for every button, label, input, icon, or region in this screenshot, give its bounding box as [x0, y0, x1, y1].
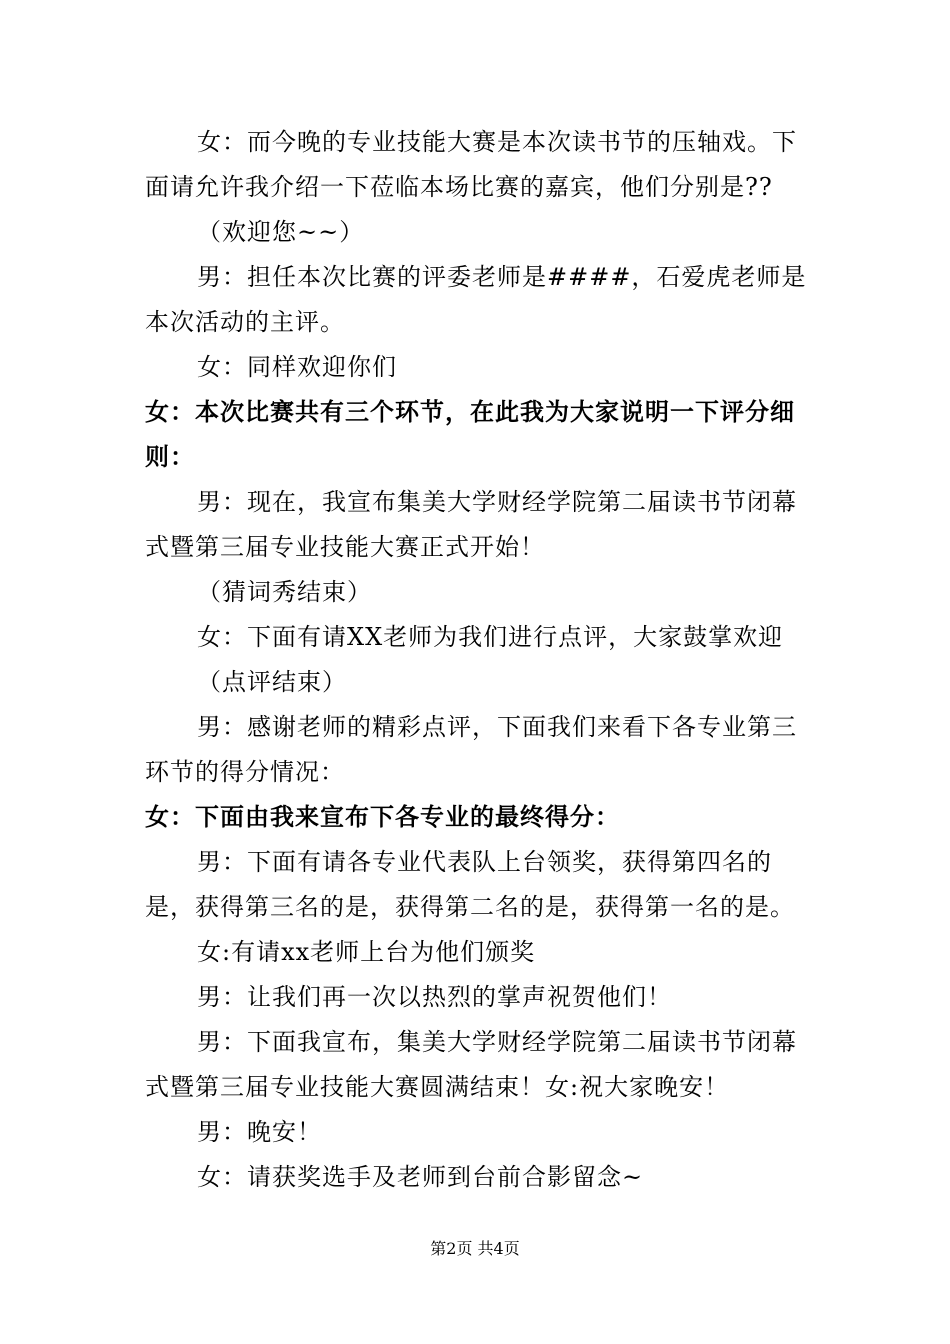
paragraph-comment-end: （点评结束）: [197, 668, 347, 696]
paragraph-intro-guests: 女：而今晚的专业技能大赛是本次读书节的压轴戏。下面请允许我介绍一下莅临本场比赛的嘉宾，他们分别是??: [145, 128, 797, 201]
paragraph-guess-end: （猜词秀结束）: [197, 578, 372, 606]
paragraph-good-night: 男：晚安！: [197, 1118, 322, 1146]
paragraph-applause: 男：让我们再一次以热烈的掌声祝贺他们！: [197, 983, 672, 1011]
page-number-footer: 第2页 共4页: [430, 1239, 520, 1258]
paragraph-group-photo: 女：请获奖选手及老师到台前合影留念~: [197, 1163, 644, 1191]
paragraph-judges: 男：担任本次比赛的评委老师是####，石爱虎老师是本次活动的主评。: [145, 263, 807, 336]
paragraph-final-scores: 女：下面由我来宣布下各专业的最终得分：: [145, 803, 620, 831]
paragraph-awards: 男：下面有请各专业代表队上台领奖，获得第四名的是，获得第三名的是，获得第二名的是，获得第一名的是。: [145, 848, 795, 921]
paragraph-welcome: （欢迎您~~）: [197, 218, 365, 246]
document-body: [145, 120, 810, 1200]
paragraph-scoring-rules: 女：本次比赛共有三个环节，在此我为大家说明一下评分细则：: [145, 398, 795, 471]
paragraph-announce-start: 男：现在，我宣布集美大学财经学院第二届读书节闭幕式暨第三届专业技能大赛正式开始！: [145, 488, 797, 561]
paragraph-third-round-scores: 男：感谢老师的精彩点评，下面我们来看下各专业第三环节的得分情况：: [145, 713, 797, 786]
paragraph-welcome-you: 女：同样欢迎你们: [197, 353, 397, 381]
paragraph-closing: 男：下面我宣布，集美大学财经学院第二届读书节闭幕式暨第三届专业技能大赛圆满结束！女:祝大家晚安！: [145, 1028, 797, 1101]
paragraph-present-awards: 女:有请xx老师上台为他们颁奖: [197, 938, 536, 966]
paragraph-teacher-comment: 女：下面有请XX老师为我们进行点评，大家鼓掌欢迎: [197, 623, 784, 651]
